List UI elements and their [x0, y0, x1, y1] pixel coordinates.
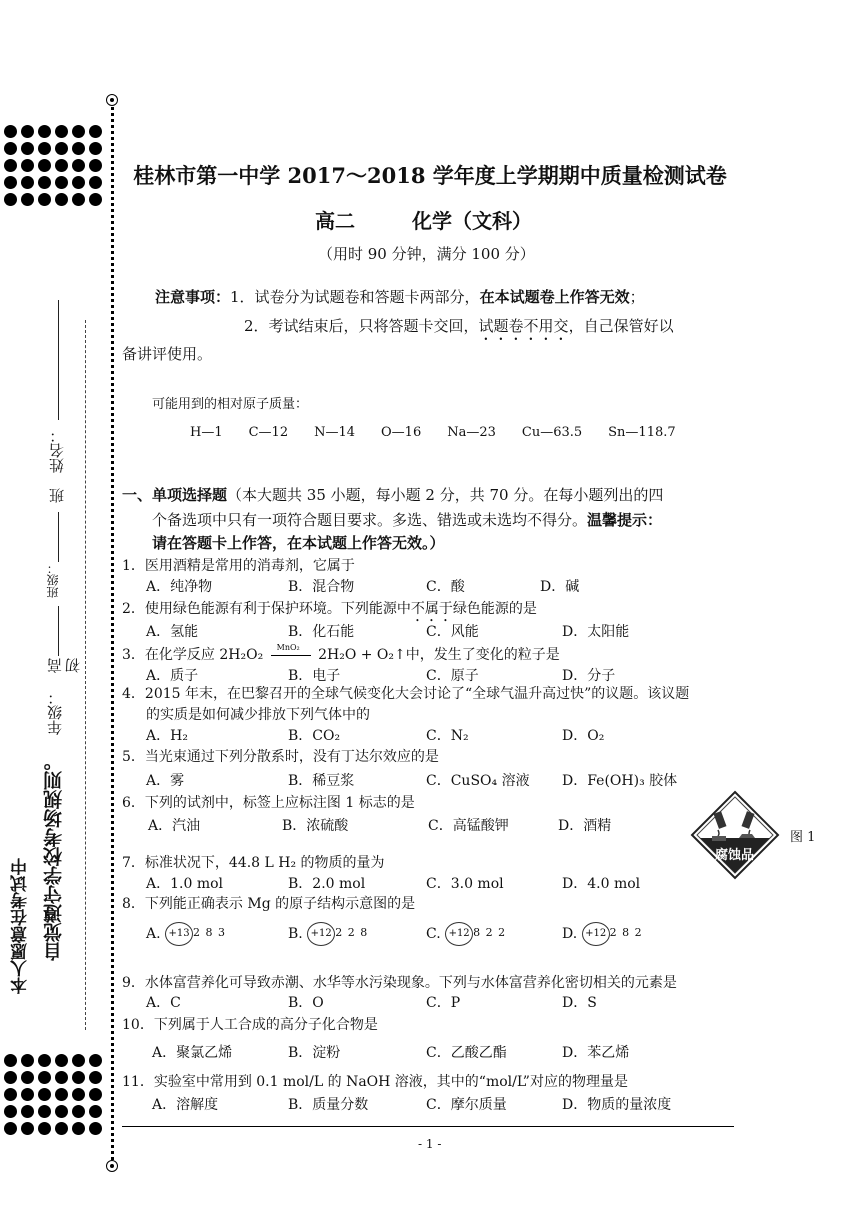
time-note: （用时 90 分钟，满分 100 分）: [318, 245, 535, 263]
section1-line-2: [152, 509, 662, 530]
q1-option-c: C．酸: [426, 579, 465, 595]
page-number: - 1 -: [418, 1137, 442, 1151]
q8-b-atom-diagram: [307, 920, 377, 948]
q5-option-b: B．稀豆浆: [288, 773, 355, 789]
q2-stem-emph: 不属于: [410, 601, 453, 617]
section1-desc-a: （本大题共 35 小题，每小题 2 分，共 70 分。在每小题列出的四: [227, 486, 664, 504]
notice-item1-plain: 1．试卷分为试题卷和答题卡两部分，: [230, 288, 480, 306]
q5-option-c: C．CuSO₄ 溶液: [426, 773, 530, 789]
q8-option-c: [426, 920, 515, 948]
q4-option-d: D．O₂: [562, 728, 605, 744]
q1-option-b: B．混合物: [288, 579, 355, 595]
q8-option-c-label: C.: [426, 926, 441, 942]
q9-stem: 9．水体富营养化可导致赤潮、水华等水污染现象。下列与水体富营养化密切相关的元素是: [122, 975, 677, 991]
q8-a-atom-diagram: [165, 920, 235, 948]
q4-option-b: B．CO₂: [288, 728, 341, 744]
q8-option-a-label: A.: [146, 926, 161, 942]
notice-item1-end: ；: [629, 288, 645, 306]
q3-stem: [122, 644, 560, 664]
q8-option-d-label: D.: [562, 926, 578, 942]
name-underline: [58, 300, 59, 420]
q6-option-d: D．酒精: [558, 818, 612, 834]
figure-1-label: 图 1: [790, 830, 816, 845]
class-underline: [58, 512, 59, 562]
grade-underline: [58, 606, 59, 656]
subtitle-grade: 高二: [315, 209, 355, 233]
binding-dotted-line: [111, 100, 114, 1166]
q5-stem: 5．当光束通过下列分散系时，没有丁达尔效应的是: [122, 749, 439, 765]
q4-option-a: A．H₂: [146, 728, 188, 744]
q8-b-shells: 2 2 8: [335, 926, 369, 939]
q8-a-shells: 2 8 3: [193, 926, 227, 939]
q8-option-a: [146, 920, 235, 948]
q8-option-d: [562, 920, 652, 948]
q10-stem: 10．下列属于人工合成的高分子化合物是: [122, 1017, 378, 1033]
q7-option-b: B．2.0 mol: [288, 876, 366, 892]
q1-option-a: A．纯净物: [146, 579, 213, 595]
q2-stem-b: 绿色能源的是: [452, 601, 537, 617]
binding-circle-bottom-icon: [106, 1160, 118, 1172]
q11-option-d: D．物质的量浓度: [562, 1097, 672, 1113]
q1-stem: 1．医用酒精是常用的消毒剂，它属于: [122, 558, 355, 574]
sidebar-pledge-1: 本人愿意在考试中: [11, 858, 31, 994]
q7-option-d: D．4.0 mol: [562, 876, 641, 892]
q8-d-shells: 2 8 2: [609, 926, 643, 939]
q3-option-b: B．电子: [288, 668, 341, 684]
section1-line-1: [122, 484, 663, 505]
q8-option-b: [288, 920, 377, 948]
sidebar-class-label: 班: [48, 488, 66, 503]
q9-option-c: C．P: [426, 995, 461, 1011]
q2-option-a: A．氢能: [146, 624, 199, 640]
q6-stem: 6．下列的试剂中，标签上应标注图 1 标志的是: [122, 795, 415, 811]
q10-option-a: A．聚氯乙烯: [152, 1045, 233, 1061]
section1-desc-b: 个备选项中只有一项符合题目要求。多选、错选或未选均不得分。: [152, 511, 588, 529]
q5-option-d: D．Fe(OH)₃ 胶体: [562, 773, 678, 789]
q3-option-c: C．原子: [426, 668, 479, 684]
footer-rule: [122, 1126, 734, 1127]
q4-stem-2: 的实质是如何减少排放下列气体中的: [146, 707, 370, 723]
notice-item2-emph: 试题卷不用交: [478, 317, 569, 335]
q10-option-b: B．淀粉: [288, 1045, 341, 1061]
q8-c-shells: 8 2 2: [473, 926, 507, 939]
sidebar-grade-junior: 初: [64, 658, 82, 673]
q2-stem-a: 2．使用绿色能源有利于保护环境。下列能源中: [122, 601, 411, 617]
binding-dots-bottom: [4, 1054, 103, 1136]
notice-label: 注意事项：: [155, 288, 231, 306]
section1-tip-line: 请在答题卡上作答，在本试题上作答无效。）: [152, 534, 445, 552]
q6-option-a: A．汽油: [148, 818, 201, 834]
q3-option-a: A．质子: [146, 668, 199, 684]
q4-option-c: C．N₂: [426, 728, 469, 744]
q5-option-a: A．雾: [146, 773, 185, 789]
q8-b-nucleus: +12: [307, 922, 335, 946]
q2-option-d: D．太阳能: [562, 624, 630, 640]
sidebar-grade-high: 高: [46, 658, 64, 673]
notice-line-3: 备讲评使用。: [122, 345, 213, 363]
notice-item1-bold: 在本试题卷上作答无效: [479, 288, 630, 306]
q3-stem-b: 2H₂O + O₂↑中，发生了变化的粒子是: [318, 647, 560, 663]
q11-stem: 11．实验室中常用到 0.1 mol/L 的 NaOH 溶液，其中的“mol/L”对应的物理量是: [122, 1074, 628, 1090]
q10-option-c: C．乙酸乙酯: [426, 1045, 507, 1061]
q9-option-a: A．C: [146, 995, 181, 1011]
sidebar-pledge-2: 自觉遵守学校考场规则。: [43, 752, 65, 961]
q3-catalyst: MnO₂: [276, 642, 300, 652]
q7-option-c: C．3.0 mol: [426, 876, 504, 892]
notice-line-2: [244, 315, 674, 344]
q8-stem: 8．下列能正确表示 Mg 的原子结构示意图的是: [122, 896, 416, 912]
sidebar-grade-label: 年级：: [46, 690, 64, 735]
sidebar-name-label: 姓名：: [48, 428, 66, 473]
q6-option-c: C．高锰酸钾: [428, 818, 509, 834]
corrosive-sign-text: 腐蚀品: [715, 848, 755, 863]
sidebar-cut-line: [85, 320, 86, 1030]
q1-option-d: D．碱: [540, 579, 580, 595]
binding-circle-top-icon: [106, 94, 118, 106]
q8-option-b-label: B.: [288, 926, 303, 942]
sidebar-class-field: 班级：: [46, 562, 60, 598]
q3-option-d: D．分子: [562, 668, 616, 684]
q7-stem: 7．标准状况下，44.8 L H₂ 的物质的量为: [122, 855, 385, 871]
corrosive-icon: [690, 790, 780, 880]
q4-stem-1: 4．2015 年末，在巴黎召开的全球气候变化大会讨论了“全球气温升高过快”的议题。该议题: [122, 686, 690, 702]
q8-d-atom-diagram: [582, 920, 652, 948]
q7-option-a: A．1.0 mol: [146, 876, 224, 892]
atomic-mass-values: H—1 C—12 N—14 O—16 Na—23 Cu—63.5 Sn—118.7: [190, 425, 676, 440]
q3-catalyst-arrow: [271, 642, 311, 656]
q11-option-b: B．质量分数: [288, 1097, 369, 1113]
subtitle-subject: 化学（文科）: [412, 209, 532, 233]
q11-option-c: C．摩尔质量: [426, 1097, 507, 1113]
q9-option-d: D．S: [562, 995, 597, 1011]
q8-d-nucleus: +12: [582, 922, 610, 946]
q8-a-nucleus: +13: [165, 922, 193, 946]
q6-option-b: B．浓硫酸: [282, 818, 349, 834]
section1-heading: 一、单项选择题: [122, 486, 228, 504]
q2-option-c: C．风能: [426, 624, 479, 640]
page-title: 桂林市第一中学 2017～2018 学年度上学期期中质量检测试卷: [133, 163, 727, 188]
corrosive-hazard-sign: [690, 790, 780, 880]
section1-tip: 温馨提示：: [587, 511, 663, 529]
q8-c-nucleus: +12: [445, 922, 473, 946]
notice-line-1: [155, 286, 645, 307]
atomic-mass-label: 可能用到的相对原子质量：: [152, 397, 309, 412]
q10-option-d: D．苯乙烯: [562, 1045, 630, 1061]
q8-c-atom-diagram: [445, 920, 515, 948]
q9-option-b: B．O: [288, 995, 324, 1011]
notice-item2-a: 2．考试结束后，只将答题卡交回，: [244, 317, 479, 335]
q11-option-a: A．溶解度: [152, 1097, 219, 1113]
notice-item2-b: ，自己保管好以: [568, 317, 674, 335]
q2-option-b: B．化石能: [288, 624, 355, 640]
q3-stem-a: 3．在化学反应 2H₂O₂: [122, 647, 264, 663]
